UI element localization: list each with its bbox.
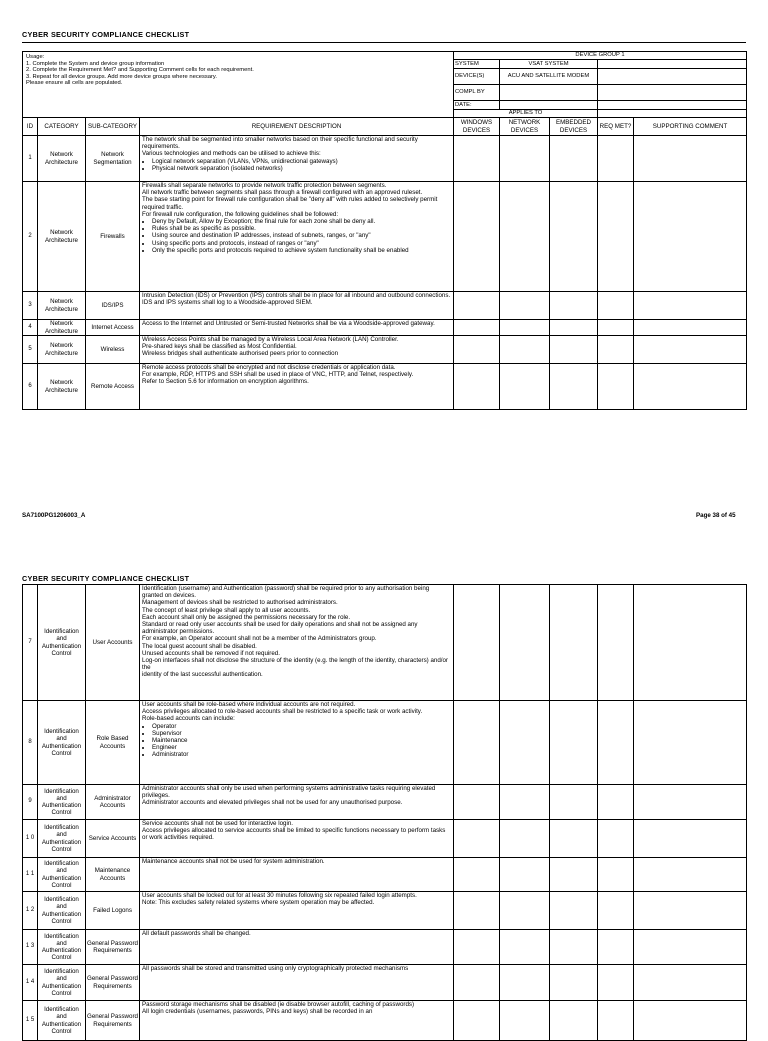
req-met-cell[interactable] (598, 336, 634, 364)
requirement-bullet: • Supervisor (152, 730, 451, 737)
row-requirement (140, 930, 454, 965)
requirement-line: Password storage mechanisms shall be disabled (ie disable browser autofill, caching of passwords) (142, 1001, 415, 1008)
requirement-line: For example, RDP, HTTPS and SSH shall be used in place of VNC, HTTP, and Telnet, respectively. (142, 371, 414, 379)
windows-devices-cell[interactable] (454, 585, 500, 701)
row-requirement (140, 701, 454, 785)
requirement-line: Access to the Internet and Untrusted or Semi-trusted Networks shall be via a Woodside-approved gateway. (142, 320, 435, 327)
windows-devices-cell[interactable] (454, 292, 500, 320)
table-row (23, 585, 747, 701)
network-devices-cell[interactable] (500, 892, 550, 930)
windows-devices-cell[interactable] (454, 364, 500, 410)
row-category: Identification and Authentication Control (38, 965, 86, 1001)
requirement-line: Management of devices shall be restricted to authorised administrators. (142, 599, 338, 607)
requirement-bullet: • Using specific ports and protocols, instead of ranges or "any" (152, 240, 451, 247)
supporting-comment-cell[interactable] (634, 336, 747, 364)
row-subcategory: Network Segmentation (86, 136, 140, 182)
row-subcategory: Role Based Accounts (86, 701, 140, 785)
embedded-devices-cell[interactable] (550, 320, 598, 336)
row-requirement (140, 1001, 454, 1041)
network-devices-cell[interactable] (500, 858, 550, 892)
requirement-line: The local guest account shall be disabled. (142, 642, 257, 650)
row-category: Identification and Authentication Control (38, 858, 86, 892)
requirement-line: All login credentials (usernames, passwords, PINs and keys) shall be recorded in an (142, 1008, 373, 1016)
windows-devices-cell[interactable] (454, 892, 500, 930)
row-category: Identification and Authentication Control (38, 701, 86, 785)
network-devices-cell[interactable] (500, 136, 550, 182)
row-id: 1 0 (23, 820, 38, 858)
requirement-line: All network traffic between segments shall pass through a firewall configured with an approved ruleset. (142, 189, 423, 197)
row-category: Network Architecture (38, 136, 86, 182)
table-row (23, 1001, 747, 1041)
requirement-line: Administrator accounts and elevated privileges shall not be used for any unauthorised purpose. (142, 799, 403, 807)
requirement-bullets (142, 158, 451, 172)
row-subcategory: Firewalls (86, 182, 140, 292)
requirement-line: The concept of least privilege shall apply to all user accounts. (142, 606, 311, 614)
table-header-row (23, 118, 747, 136)
req-met-cell[interactable] (598, 858, 634, 892)
row-requirement (140, 585, 454, 701)
row-requirement (140, 136, 454, 182)
row-requirement (140, 965, 454, 1001)
table-row (23, 930, 747, 965)
requirement-line: The network shall be segmented into smaller networks based on their specific functional and security requirements. (142, 136, 418, 151)
row-requirement (140, 336, 454, 364)
row-requirement (140, 292, 454, 320)
header-subcategory: SUB-CATEGORY (86, 118, 140, 136)
supporting-comment-cell[interactable] (634, 965, 747, 1001)
device-group-blank (598, 69, 747, 85)
requirement-bullet: • Administrator (152, 751, 451, 758)
row-subcategory: Administrator Accounts (86, 785, 140, 820)
embedded-devices-cell[interactable] (550, 701, 598, 785)
requirement-bullets (142, 218, 451, 254)
title-rule (22, 42, 746, 43)
header-requirement: REQUIREMENT DESCRIPTION (140, 118, 454, 136)
supporting-comment-cell[interactable] (634, 585, 747, 701)
windows-devices-cell[interactable] (454, 336, 500, 364)
header-windows: WINDOWS DEVICES (454, 118, 500, 136)
device-group-blank (598, 85, 747, 101)
supporting-comment-cell[interactable] (634, 292, 747, 320)
doc-title: CYBER SECURITY COMPLIANCE CHECKLIST (22, 30, 190, 39)
row-requirement (140, 364, 454, 410)
table-row (23, 820, 747, 858)
supporting-comment-cell[interactable] (634, 858, 747, 892)
row-subcategory: Maintenance Accounts (86, 858, 140, 892)
row-subcategory: Wireless (86, 336, 140, 364)
usage-line: 3. Repeat for all device groups. Add more device groups where necessary. (26, 73, 217, 80)
header-req-met: REQ MET? (598, 118, 634, 136)
row-requirement (140, 820, 454, 858)
row-id: 1 1 (23, 858, 38, 892)
windows-devices-cell[interactable] (454, 820, 500, 858)
supporting-comment-cell[interactable] (634, 892, 747, 930)
device-group-title: DEVICE GROUP 1 (454, 52, 747, 60)
req-met-cell[interactable] (598, 701, 634, 785)
table-row (23, 320, 747, 336)
req-met-cell[interactable] (598, 585, 634, 701)
requirement-line: Identification (username) and Authentication (password) shall be required prior to any authorisation being granted on devices. (142, 585, 430, 600)
windows-devices-cell[interactable] (454, 1001, 500, 1041)
header-network: NETWORK DEVICES (500, 118, 550, 136)
row-subcategory: Service Accounts (86, 820, 140, 858)
row-subcategory: User Accounts (86, 585, 140, 701)
req-met-cell[interactable] (598, 182, 634, 292)
table-row (23, 965, 747, 1001)
device-group-value (500, 85, 598, 101)
device-group-label: SYSTEM (454, 60, 500, 69)
windows-devices-cell[interactable] (454, 930, 500, 965)
network-devices-cell[interactable] (500, 930, 550, 965)
row-subcategory: General Password Requirements (86, 1001, 140, 1041)
requirement-bullet: • Engineer (152, 744, 451, 751)
row-category: Identification and Authentication Control (38, 820, 86, 858)
table-row (23, 858, 747, 892)
requirement-line: Each account shall only be assigned the permissions necessary for the role. (142, 613, 351, 621)
row-category: Identification and Authentication Control (38, 930, 86, 965)
requirement-line: identity of the last successful authentication. (142, 671, 263, 679)
table-row (23, 364, 747, 410)
usage-line: 2. Complete the Requirement Met? and Supporting Comment cells for each requirement. (26, 67, 254, 74)
supporting-comment-cell[interactable] (634, 701, 747, 785)
requirement-line: Pre-shared keys shall be classified as Most Confidential. (142, 343, 297, 351)
device-group-blank (598, 110, 747, 118)
req-met-cell[interactable] (598, 292, 634, 320)
row-subcategory: IDS/IPS (86, 292, 140, 320)
windows-devices-cell[interactable] (454, 320, 500, 336)
requirement-line: Wireless Access Points shall be managed by a Wireless Local Area Network (LAN) Controller. (142, 336, 399, 343)
req-met-cell[interactable] (598, 785, 634, 820)
supporting-comment-cell[interactable] (634, 930, 747, 965)
requirement-bullet: • Physical network separation (isolated networks) (152, 165, 451, 172)
req-met-cell[interactable] (598, 892, 634, 930)
embedded-devices-cell[interactable] (550, 336, 598, 364)
network-devices-cell[interactable] (500, 364, 550, 410)
windows-devices-cell[interactable] (454, 182, 500, 292)
requirement-line: Service accounts shall not be used for interactive login. (142, 820, 293, 827)
row-id: 6 (23, 364, 38, 410)
header-category: CATEGORY (38, 118, 86, 136)
table-row (23, 701, 747, 785)
requirement-line: The base starting point for firewall rule configuration shall be "deny all" with rules added to selectively permit required traffic. (142, 196, 438, 211)
header-id: ID (23, 118, 38, 136)
header-embedded: EMBEDDED DEVICES (550, 118, 598, 136)
windows-devices-cell[interactable] (454, 136, 500, 182)
requirement-line: Administrator accounts shall only be used when performing systems administrative tasks requiring elevated privileges. (142, 785, 436, 800)
table-row (23, 892, 747, 930)
doc-title: CYBER SECURITY COMPLIANCE CHECKLIST (22, 574, 190, 583)
requirement-line: Various technologies and methods can be utilised to achieve this: (142, 150, 321, 158)
row-category: Network Architecture (38, 336, 86, 364)
row-id: 5 (23, 336, 38, 364)
table-row (23, 336, 747, 364)
embedded-devices-cell[interactable] (550, 930, 598, 965)
row-id: 7 (23, 585, 38, 701)
row-requirement (140, 785, 454, 820)
embedded-devices-cell[interactable] (550, 785, 598, 820)
row-subcategory: Failed Logons (86, 892, 140, 930)
supporting-comment-cell[interactable] (634, 820, 747, 858)
supporting-comment-cell[interactable] (634, 364, 747, 410)
windows-devices-cell[interactable] (454, 965, 500, 1001)
device-group-label: DEVICE(S) (454, 69, 500, 85)
supporting-comment-cell[interactable] (634, 182, 747, 292)
requirement-line: Role-based accounts can include: (142, 715, 235, 723)
device-group-blank (598, 60, 747, 69)
device-group-value (500, 101, 598, 110)
network-devices-cell[interactable] (500, 701, 550, 785)
device-group-value: VSAT SYSTEM (500, 60, 598, 69)
requirement-line: Refer to Section 5.6 for information on encryption algorithms. (142, 378, 309, 386)
row-id: 3 (23, 292, 38, 320)
row-subcategory: Remote Access (86, 364, 140, 410)
device-group-blank (598, 101, 747, 110)
requirement-line: For example, an Operator account shall not be a member of the Administrators group. (142, 635, 377, 643)
network-devices-cell[interactable] (500, 1001, 550, 1041)
row-requirement (140, 182, 454, 292)
req-met-cell[interactable] (598, 136, 634, 182)
usage-heading: Usage: (26, 54, 45, 60)
requirement-line: For firewall rule configuration, the following guidelines shall be followed: (142, 210, 339, 218)
requirement-line: Maintenance accounts shall not be used for system administration. (142, 858, 325, 865)
embedded-devices-cell[interactable] (550, 292, 598, 320)
row-category: Network Architecture (38, 364, 86, 410)
applies-to-header: APPLIES TO (454, 110, 598, 118)
row-requirement (140, 858, 454, 892)
embedded-devices-cell[interactable] (550, 136, 598, 182)
footer-page-number: Page 38 of 45 (696, 512, 736, 519)
row-requirement (140, 320, 454, 336)
row-id: 1 3 (23, 930, 38, 965)
table-row (23, 785, 747, 820)
network-devices-cell[interactable] (500, 320, 550, 336)
checklist-table-page1 (22, 51, 747, 410)
row-category: Network Architecture (38, 182, 86, 292)
requirement-line: Wireless bridges shall authenticate authorised peers prior to connection (142, 350, 339, 358)
req-met-cell[interactable] (598, 1001, 634, 1041)
windows-devices-cell[interactable] (454, 858, 500, 892)
network-devices-cell[interactable] (500, 336, 550, 364)
device-group-label: COMPL BY (454, 85, 500, 101)
supporting-comment-cell[interactable] (634, 1001, 747, 1041)
embedded-devices-cell[interactable] (550, 182, 598, 292)
requirement-line: User accounts shall be role-based where individual accounts are not required. (142, 701, 356, 708)
row-id: 1 4 (23, 965, 38, 1001)
embedded-devices-cell[interactable] (550, 1001, 598, 1041)
network-devices-cell[interactable] (500, 965, 550, 1001)
row-id: 8 (23, 701, 38, 785)
requirement-line: Unused accounts shall be removed if not required. (142, 649, 280, 657)
row-id: 9 (23, 785, 38, 820)
row-requirement (140, 892, 454, 930)
requirement-bullet: • Only the specific ports and protocols required to achieve system functionality shall be enabled (152, 247, 451, 254)
requirement-bullet: • Maintenance (152, 737, 451, 744)
network-devices-cell[interactable] (500, 182, 550, 292)
requirement-line: Access privileges allocated to role-based accounts shall be restricted to a specific task or work activity. (142, 708, 423, 716)
requirement-line: Access privileges allocated to service accounts shall be limited to specific functions necessary to perform tasks or work activities required. (142, 827, 446, 842)
device-group-label: DATE: (454, 101, 500, 110)
row-id: 4 (23, 320, 38, 336)
network-devices-cell[interactable] (500, 820, 550, 858)
table-row (23, 292, 747, 320)
requirement-bullet: • Deny by Default, Allow by Exception; the final rule for each zone shall be deny all. (152, 218, 451, 225)
table-row (23, 182, 747, 292)
requirement-bullets (142, 723, 451, 759)
table-row (23, 136, 747, 182)
network-devices-cell[interactable] (500, 292, 550, 320)
requirement-bullet: • Logical network separation (VLANs, VPNs, unidirectional gateways) (152, 158, 451, 165)
row-subcategory: Internet Access (86, 320, 140, 336)
req-met-cell[interactable] (598, 320, 634, 336)
requirement-line: Log-on interfaces shall not disclose the structure of the identity (e.g. the length of the identity, characters) and/or the (142, 657, 448, 672)
embedded-devices-cell[interactable] (550, 820, 598, 858)
requirement-line: All passwords shall be stored and transmitted using only cryptographically protected mechanisms (142, 965, 409, 972)
req-met-cell[interactable] (598, 820, 634, 858)
supporting-comment-cell[interactable] (634, 136, 747, 182)
usage-block (23, 52, 454, 118)
supporting-comment-cell[interactable] (634, 320, 747, 336)
row-category: Identification and Authentication Control (38, 585, 86, 701)
requirement-bullet: • Operator (152, 723, 451, 730)
row-id: 2 (23, 182, 38, 292)
row-category: Network Architecture (38, 320, 86, 336)
embedded-devices-cell[interactable] (550, 585, 598, 701)
req-met-cell[interactable] (598, 965, 634, 1001)
header-comment: SUPPORTING COMMENT (634, 118, 747, 136)
row-category: Identification and Authentication Control (38, 892, 86, 930)
row-category: Identification and Authentication Control (38, 785, 86, 820)
requirement-line: User accounts shall be locked out for at least 30 minutes following six repeated failed login attempts. (142, 892, 417, 899)
supporting-comment-cell[interactable] (634, 785, 747, 820)
network-devices-cell[interactable] (500, 785, 550, 820)
usage-line: 1. Complete the System and device group information (26, 60, 165, 67)
embedded-devices-cell[interactable] (550, 965, 598, 1001)
device-group-value: ACU AND SATELLITE MODEM (500, 69, 598, 85)
requirement-bullet: • Using source and destination IP addresses, instead of subnets, ranges, or "any" (152, 232, 451, 239)
requirement-line: All default passwords shall be changed. (142, 930, 251, 937)
row-subcategory: General Password Requirements (86, 965, 140, 1001)
row-category: Network Architecture (38, 292, 86, 320)
req-met-cell[interactable] (598, 930, 634, 965)
embedded-devices-cell[interactable] (550, 892, 598, 930)
network-devices-cell[interactable] (500, 585, 550, 701)
row-subcategory: General Password Requirements (86, 930, 140, 965)
usage-line: Please ensure all cells are populated. (26, 80, 123, 87)
row-category: Identification and Authentication Control (38, 1001, 86, 1041)
row-id: 1 (23, 136, 38, 182)
requirement-line: Intrusion Detection (IDS) or Prevention (IPS) controls shall be in place for all inbound and outbound connections. (142, 292, 451, 299)
requirement-line: Firewalls shall separate networks to provide network traffic protection between segments. (142, 182, 387, 189)
req-met-cell[interactable] (598, 364, 634, 410)
requirement-line: Standard or read only user accounts shall be used for daily operations and shall not be assigned any administrator permissions. (142, 621, 418, 636)
windows-devices-cell[interactable] (454, 785, 500, 820)
requirement-line: Remote access protocols shall be encrypted and not disclose credentials or application data. (142, 364, 396, 371)
requirement-bullet: • Rules shall be as specific as possible. (152, 225, 451, 232)
embedded-devices-cell[interactable] (550, 364, 598, 410)
checklist-table-page2 (22, 584, 747, 1041)
row-id: 1 2 (23, 892, 38, 930)
footer-doc-id: SA7100PG1206003_A (22, 512, 86, 519)
embedded-devices-cell[interactable] (550, 858, 598, 892)
row-id: 1 5 (23, 1001, 38, 1041)
windows-devices-cell[interactable] (454, 701, 500, 785)
requirement-line: Note: This excludes safety related systems where system operation may be affected. (142, 899, 375, 907)
requirement-line: IDS and IPS systems shall log to a Woodside-approved SIEM. (142, 299, 313, 307)
